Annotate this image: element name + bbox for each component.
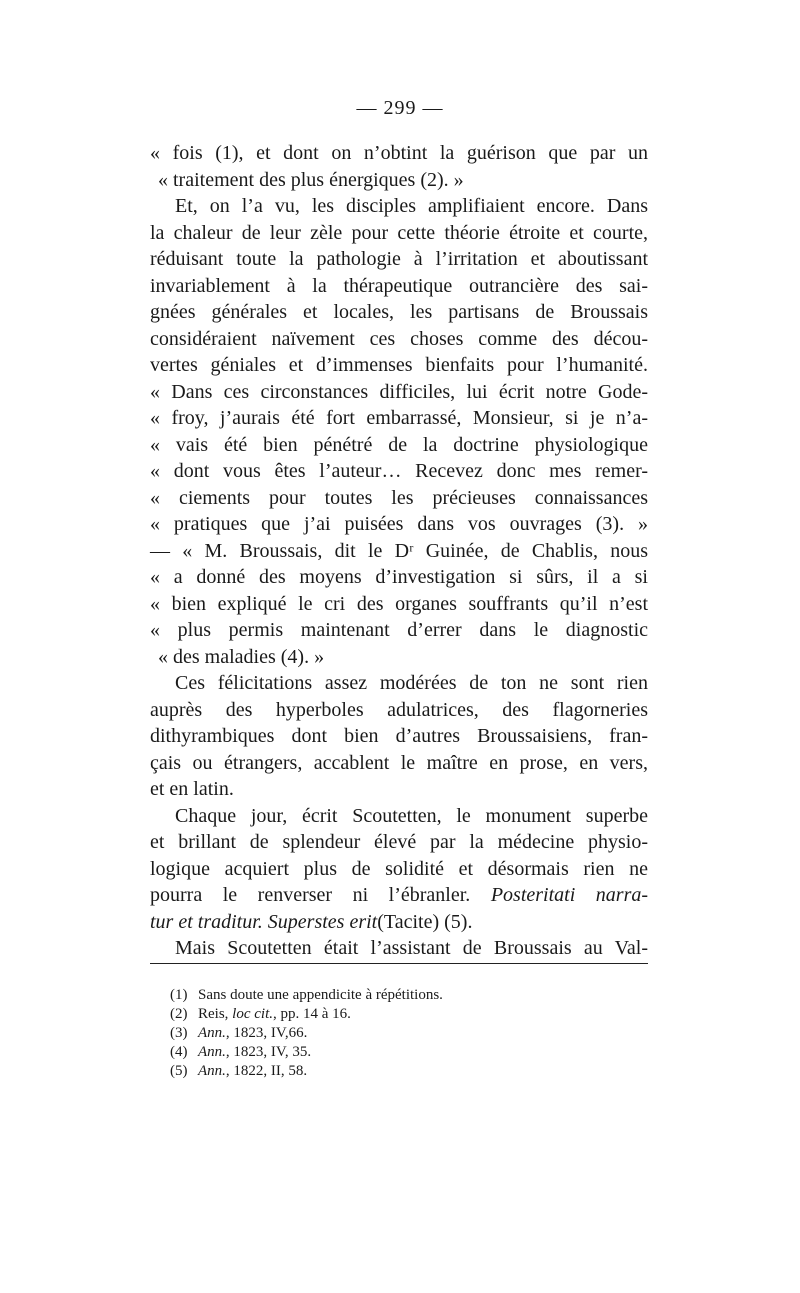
text-line: et en latin. — [150, 778, 234, 800]
text-line: « dont vous êtes l’auteur… Recevez donc mes remer- — [150, 460, 648, 482]
footnote — [170, 1062, 648, 1081]
text-line: gnées générales et locales, les partisans de Broussais — [150, 301, 648, 323]
footnote-number: (1) — [170, 987, 188, 1003]
text-line: considéraient naïvement ces choses comme des décou- — [150, 327, 648, 350]
footnote-text: , 1823, IV, 35. — [225, 1044, 312, 1060]
footnote-number: (2) — [170, 1006, 188, 1022]
text-line: « a donné des moyens d’investigation si sûrs, il a si — [150, 566, 648, 588]
footnote-text: Reis, — [198, 1006, 233, 1022]
text-line: Chaque jour, écrit Scoutetten, le monument superbe — [175, 804, 648, 827]
text-line: « Dans ces circonstances difficiles, lui écrit notre Gode- — [150, 380, 648, 403]
text-segment: pourra le renverser ni l’ébranler. — [150, 884, 471, 906]
footnote-number: (3) — [170, 1025, 188, 1041]
text-line: çais ou étrangers, accablent le maître en prose, en vers, — [150, 751, 648, 774]
text-line: « vais été bien pénétré de la doctrine physiologique — [150, 433, 648, 456]
text-line: « ciements pour toutes les précieuses connaissances — [150, 486, 648, 509]
footnote-text: , pp. 14 à 16. — [273, 1006, 351, 1022]
text-line: « bien expliqué le cri des organes souffrants qu’il n’est — [150, 592, 648, 615]
text-line: « traitement des plus énergiques (2). » — [158, 168, 464, 191]
footnote-italic: Ann. — [198, 1044, 226, 1060]
italic-latin: Posteritati narra- — [490, 884, 649, 906]
footnote-italic: loc cit. — [232, 1006, 273, 1022]
text-line: réduisant toute la pathologie à l’irritation et aboutissant — [150, 248, 648, 270]
text-line: auprès des hyperboles adulatrices, des flagorneries — [150, 698, 648, 721]
footnote-italic: Ann. — [198, 1025, 226, 1041]
footnote — [170, 986, 648, 1005]
footnote-number: (4) — [170, 1044, 188, 1060]
text-line — [150, 909, 648, 936]
text-line: invariablement à la thérapeutique outrancière des sai- — [150, 274, 648, 297]
text-line: « des maladies (4). » — [158, 645, 325, 668]
text-line: Ces félicitations assez modérées de ton ne sont rien — [175, 672, 648, 694]
footnote-divider — [150, 963, 648, 964]
text-line: « plus permis maintenant d’errer dans le diagnostic — [150, 619, 648, 641]
footnote — [170, 1043, 648, 1062]
text-line: vertes géniales et d’immenses bienfaits pour l’humanité. — [150, 354, 648, 376]
text-line: « froy, j’aurais été fort embarrassé, Monsieur, si je n’a- — [150, 407, 648, 429]
text-line: « fois (1), et dont on n’obtint la guérison que par un — [150, 142, 648, 164]
footnote — [170, 1024, 648, 1043]
footnote-italic: Ann. — [198, 1063, 226, 1079]
text-line: « pratiques que j’ai puisées dans vos ouvrages (3). » — [150, 513, 648, 535]
text-line — [150, 882, 648, 909]
text-line: logique acquiert plus de solidité et désormais rien ne — [150, 857, 648, 880]
text-segment: (Tacite) (5). — [377, 910, 473, 933]
footnote-text: , 1822, II, 58. — [225, 1063, 308, 1079]
footnote-number: (5) — [170, 1063, 188, 1079]
text-line: la chaleur de leur zèle pour cette théorie étroite et courte, — [150, 221, 648, 244]
footnotes — [170, 986, 648, 1081]
text-line: et brillant de splendeur élevé par la médecine physio- — [150, 831, 648, 853]
text-line: — « M. Broussais, dit le Dʳ Guinée, de Chablis, nous — [150, 539, 648, 562]
footnote — [170, 1005, 648, 1024]
body-text — [150, 140, 648, 962]
text-line: dithyrambiques dont bien d’autres Broussaisiens, fran- — [150, 725, 648, 747]
text-line: Mais Scoutetten était l’assistant de Broussais au Val- — [175, 937, 648, 959]
page-number: — 299 — — [356, 97, 444, 119]
italic-latin: tur et traditur. Superstes erit — [150, 910, 378, 933]
footnote-text: , 1823, IV,66. — [225, 1025, 308, 1041]
footnote-text: Sans doute une appendicite à répétitions. — [198, 987, 443, 1003]
text-line: Et, on l’a vu, les disciples amplifiaient encore. Dans — [175, 195, 648, 217]
